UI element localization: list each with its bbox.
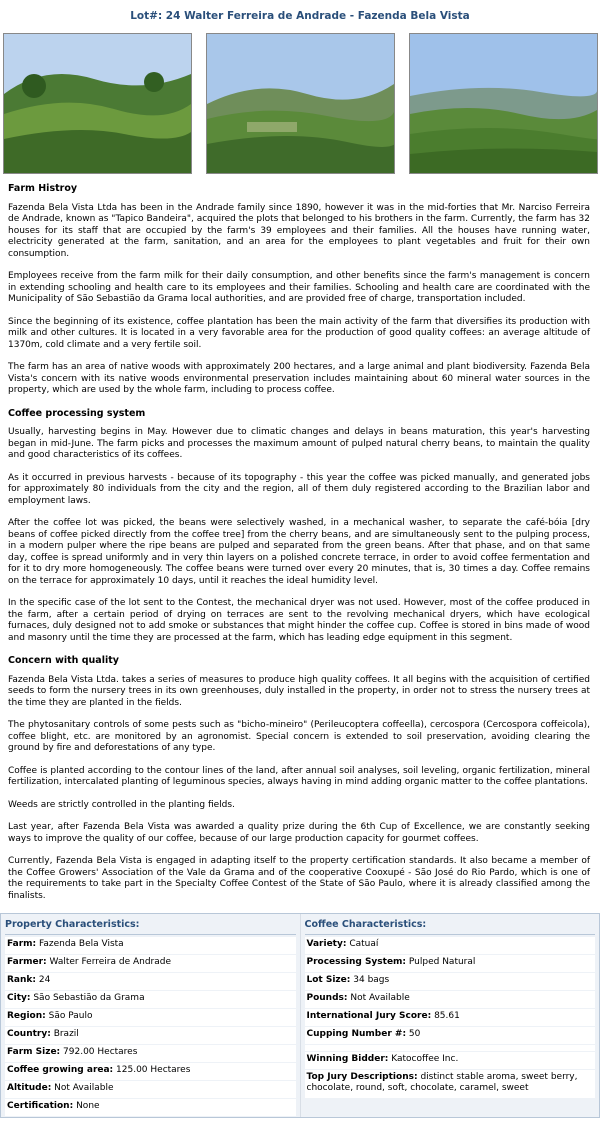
paragraph: Weeds are strictly controlled in the planting fields. bbox=[8, 799, 235, 810]
paragraph: Currently, Fazenda Bela Vista is engaged in adapting itself to the property certification standards. It also became a member of the Coffee Growers' Association of the Vale da Grama and of the cooperative Cooxupé - São José do Rio Pardo, which is one of the requirements to take part in the Specialty Coffee Contest of the State of São Paulo, where it is already classified among the finalists. bbox=[8, 856, 590, 901]
country-row bbox=[5, 1027, 296, 1044]
coffee-characteristics bbox=[300, 914, 600, 1117]
field-value: Catuaí bbox=[349, 938, 379, 949]
field-label: Processing System: bbox=[306, 956, 407, 967]
city-row bbox=[5, 991, 296, 1008]
field-label: Country: bbox=[7, 1028, 51, 1039]
growing-area-row bbox=[5, 1063, 296, 1080]
section-heading-quality: Concern with quality bbox=[8, 655, 119, 666]
field-label: Certification: bbox=[7, 1100, 74, 1111]
farm-row bbox=[5, 937, 296, 954]
paragraph: The phytosanitary controls of some pests such as "bicho-mineiro" (Perileucoptera coffeella), cercospora (Cercospora coffeicola), coffee blight, etc. are monitored by an agronomist. Special concern is extended to soil preservation, avoiding clearing the ground by fire and deforestations of any type. bbox=[8, 720, 590, 753]
field-value: Pulped Natural bbox=[408, 956, 476, 967]
field-value: São Paulo bbox=[48, 1010, 93, 1021]
property-characteristics bbox=[1, 914, 300, 1117]
article bbox=[0, 183, 600, 902]
paragraph: Since the beginning of its existence, coffee plantation has been the main activity of the farm that diversifies its production with milk and other cultures. It is located in a very favorable area for the production of good quality coffees: an average altitude of 1370m, cold climate and a very fertile soil. bbox=[8, 316, 590, 350]
paragraph: The farm has an area of native woods with approximately 200 hectares, and a large animal and plant biodiversity. Fazenda Bela Vista's concern with its native woods environmental preservation includes maintaining about 60 mineral water sources in the property, which are used by the whole farm, including to process coffee. bbox=[8, 362, 590, 395]
paragraph: Fazenda Bela Vista Ltda. takes a series of measures to produce high quality coffees. It all begins with the acquisition of certified seeds to form the nursery trees in its own greenhouses, duly installed in the property, in order not to stress the nursery trees at the time they are planted in the fields. bbox=[8, 674, 590, 708]
field-label: Region: bbox=[7, 1010, 46, 1021]
field-value: 34 bags bbox=[353, 974, 390, 985]
photo-row bbox=[3, 33, 598, 174]
region-row bbox=[5, 1009, 296, 1026]
spacer-row bbox=[305, 1045, 596, 1051]
coffee-heading: Coffee Characteristics: bbox=[305, 916, 596, 935]
field-label: Farm Size: bbox=[7, 1046, 61, 1057]
field-label: Farm: bbox=[7, 938, 37, 949]
paragraph: After the coffee lot was picked, the beans were selectively washed, in a mechanical washer, to separate the café-bóia [dry beans of coffee picked directly from the coffee tree] from the cherry beans, and are simultaneously sent to the pulping process, in a modern pulper where the ripe beans are pulped and separated from the green beans. After that phase, and on that same day, coffee is spread uniformly and in very thin layers on a polished concrete terrace, in order to avoid coffee fermentation and for it to dry more homogeneously. The coffee beans were turned over every 20 minutes, that is, 30 times a day. Coffee remains on the terrace for approximately 10 days, until it reaches the ideal humidity level. bbox=[8, 518, 590, 586]
paragraph: Usually, harvesting begins in May. However due to climatic changes and delays in beans maturation, this year's harvesting began in mid-June. The farm picks and processes the maximum amount of pulped natural cherry beans, to maintain the quality and good characteristics of its coffees. bbox=[8, 427, 590, 460]
jury-score-row bbox=[305, 1009, 596, 1026]
field-value: 50 bbox=[408, 1028, 421, 1039]
field-value: Walter Ferreira de Andrade bbox=[49, 956, 172, 967]
paragraph: As it occurred in previous harvests - because of its topography - this year the coffee was picked manually, and generated jobs for approximately 80 individuals from the city and the region, all of them duly registered according to the Brazilian labor and employment laws. bbox=[8, 472, 590, 506]
farm-photo-3 bbox=[409, 33, 598, 174]
field-label: Pounds: bbox=[306, 992, 348, 1003]
field-label: Cupping Number #: bbox=[306, 1028, 407, 1039]
field-value: distinct stable aroma, sweet berry, chocolate, round, soft, chocolate, caramel, sweet bbox=[306, 1071, 578, 1093]
descriptions-row bbox=[305, 1070, 596, 1098]
certification-row bbox=[5, 1099, 296, 1116]
section-heading-processing: Coffee processing system bbox=[8, 407, 146, 419]
field-value: Fazenda Bela Vista bbox=[38, 938, 124, 949]
field-value: 85.61 bbox=[434, 1010, 460, 1021]
section-heading-history: Farm Histroy bbox=[8, 183, 78, 194]
paragraph: Last year, after Fazenda Bela Vista was awarded a quality prize during the 6th Cup of Excellence, we are constantly seeking ways to improve the quality of our coffee, because of our large production capacity for gourmet coffees. bbox=[8, 822, 590, 844]
field-label: City: bbox=[7, 992, 31, 1003]
farmer-row bbox=[5, 955, 296, 972]
field-value: Not Available bbox=[54, 1082, 114, 1093]
farm-photo-2 bbox=[206, 33, 395, 174]
field-value: Brazil bbox=[53, 1028, 79, 1039]
property-heading: Property Characteristics: bbox=[5, 916, 296, 935]
field-label: Coffee growing area: bbox=[7, 1064, 114, 1075]
field-value: 125.00 Hectares bbox=[116, 1064, 191, 1075]
page-title: Lot#: 24 Walter Ferreira de Andrade - Fazenda Bela Vista bbox=[130, 10, 470, 22]
field-label: Variety: bbox=[306, 938, 347, 949]
altitude-row bbox=[5, 1081, 296, 1098]
characteristics-panel bbox=[0, 913, 600, 1118]
field-label: Top Jury Descriptions: bbox=[306, 1071, 418, 1082]
field-label: Lot Size: bbox=[306, 974, 351, 985]
field-label: Altitude: bbox=[7, 1082, 52, 1093]
rank-row bbox=[5, 973, 296, 990]
field-value: 792.00 Hectares bbox=[63, 1046, 138, 1057]
field-label: Winning Bidder: bbox=[306, 1053, 389, 1064]
field-label: Rank: bbox=[7, 974, 36, 985]
paragraph: Employees receive from the farm milk for their daily consumption, and other benefits since the farm's management is concern in extending schooling and health care to its employees and their families. Schooling and health care are coordinated with the Municipality of São Sebastião da Grama local authorities, and are provided free of charge, transportation included. bbox=[8, 271, 590, 304]
field-value: None bbox=[76, 1100, 100, 1111]
lot-size-row bbox=[305, 973, 596, 990]
field-label: International Jury Score: bbox=[306, 1010, 432, 1021]
field-value: São Sebastião da Grama bbox=[33, 992, 145, 1003]
paragraph: Coffee is planted according to the contour lines of the land, after annual soil analyses, soil leveling, organic fertilization, mineral fertilization, intercalated planting of leguminous species, always having in mind adding organic matter to the coffee plantations. bbox=[8, 765, 590, 787]
paragraph: Fazenda Bela Vista Ltda has been in the Andrade family since 1890, however it was in the mid-forties that Mr. Narciso Ferreira de Andrade, known as "Tapico Bandeira", acquired the plots that belonged to his brothers in the farm. Currently, the farm has 32 houses for its staff that are occupied by the farm's 39 employees and their families. All the houses have running water, electricity generated at the farm, sanitation, and an area for the employees to plant vegetables and fruit for their own consumption. bbox=[8, 202, 590, 259]
field-label: Farmer: bbox=[7, 956, 47, 967]
processing-row bbox=[305, 955, 596, 972]
paragraph: In the specific case of the lot sent to the Contest, the mechanical dryer was not used. However, most of the coffee produced in the farm, after a certain period of drying on terraces are sent to the revolving mechanical dryers, which have ecological furnaces, duly designed not to add smoke or substances that might hinder the coffee cup. Coffee is stored in bins made of wood and masonry until the time they are processed at the farm, which has leading edge equipment in this segment. bbox=[8, 598, 590, 643]
field-value: Katocoffee Inc. bbox=[391, 1053, 459, 1064]
bidder-row bbox=[305, 1052, 596, 1069]
field-value: 24 bbox=[38, 974, 51, 985]
pounds-row bbox=[305, 991, 596, 1008]
farm-photo-1 bbox=[3, 33, 192, 174]
farm-size-row bbox=[5, 1045, 296, 1062]
cupping-row bbox=[305, 1027, 596, 1044]
field-value: Not Available bbox=[350, 992, 410, 1003]
variety-row bbox=[305, 937, 596, 954]
